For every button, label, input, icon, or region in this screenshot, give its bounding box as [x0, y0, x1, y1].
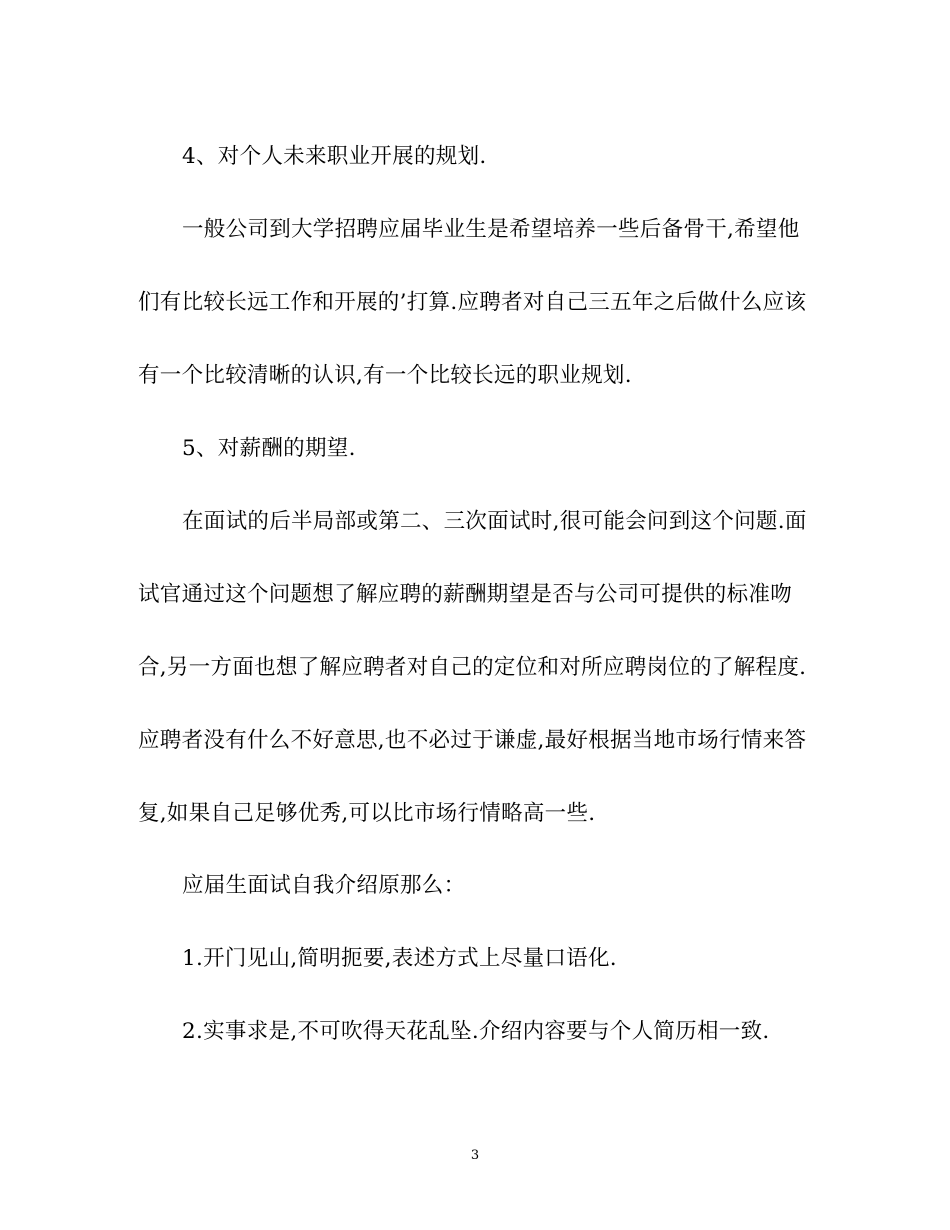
- page-number: 3: [470, 1148, 480, 1163]
- list-item: 2.实事求是,不可吹得天花乱坠.介绍内容要与个人简历相一致.: [182, 1019, 770, 1044]
- paragraph-line: 合,另一方面也想了解应聘者对自己的定位和对所应聘岗位的了解程度.: [138, 655, 807, 680]
- paragraph-line: 试官通过这个问题想了解应聘的薪酬期望是否与公司可提供的标准吻: [138, 582, 793, 607]
- heading-salary-expectation: 5、对薪酬的期望.: [182, 436, 356, 461]
- heading-self-introduction: 应届生面试自我介绍原那么：: [182, 873, 466, 898]
- paragraph-line: 在面试的后半局部或第二、三次面试时,很可能会问到这个问题.面: [182, 509, 807, 534]
- paragraph-line: 一般公司到大学招聘应届毕业生是希望培养一些后备骨干,希望他: [182, 217, 800, 242]
- list-item: 1.开门见山,简明扼要,表述方式上尽量口语化.: [182, 946, 617, 971]
- paragraph-line: 复,如果自己足够优秀,可以比市场行情略高一些.: [138, 801, 596, 826]
- paragraph-line: 有一个比较清晰的认识,有一个比较长远的职业规划.: [138, 363, 632, 388]
- paragraph-line: 应聘者没有什么不好意思,也不必过于谦虚,最好根据当地市场行情来答: [138, 728, 807, 753]
- paragraph-line: 们有比较长远工作和开展的’打算.应聘者对自己三五年之后做什么应该: [138, 290, 807, 315]
- heading-career-planning: 4、对个人未来职业开展的规划.: [182, 144, 487, 169]
